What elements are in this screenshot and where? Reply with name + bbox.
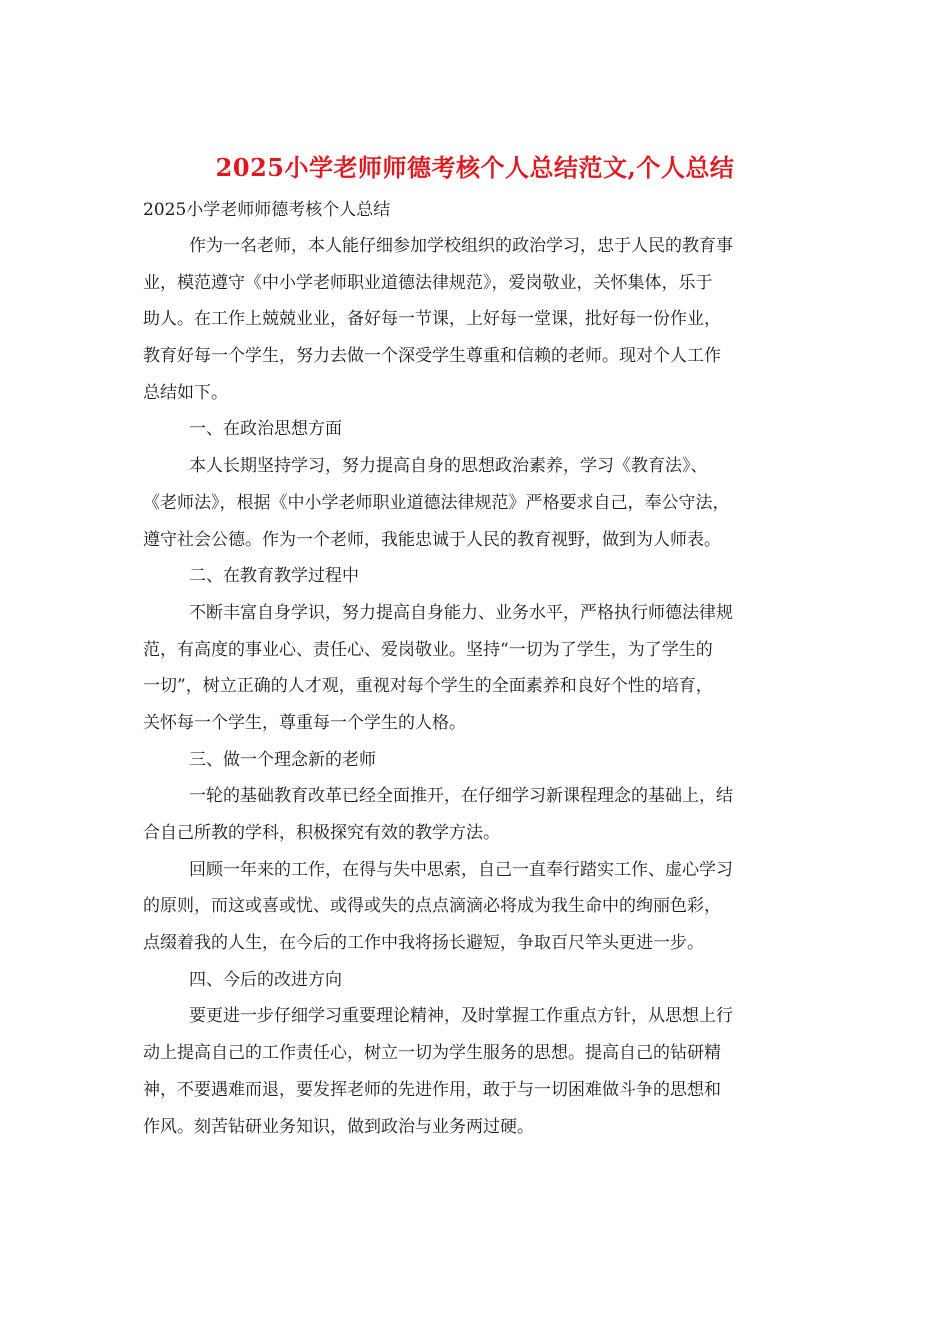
text-line: 回顾一年来的工作，在得与失中思索，自己一直奉行踏实工作、虚心学习 xyxy=(189,859,733,880)
paragraph-teaching xyxy=(143,599,805,746)
text-line: 助人。在工作上兢兢业业，备好每一节课，上好每一堂课，批好每一份作业， xyxy=(143,309,721,330)
paragraph-improvement xyxy=(143,1002,805,1149)
text-line: 遵守社会公德。作为一个老师，我能忠诚于人民的教育视野，做到为人师表。 xyxy=(143,529,721,550)
section-heading-1: 一、在政治思想方面 xyxy=(189,419,342,440)
text-line: 合自己所教的学科，积极探究有效的教学方法。 xyxy=(143,823,500,843)
paragraph-political xyxy=(143,452,805,562)
paragraph-intro xyxy=(143,232,805,415)
text-line: 作风。刻苦钻研业务知识，做到政治与业务两过硬。 xyxy=(143,1116,534,1137)
section-heading-2: 二、在教育教学过程中 xyxy=(189,566,359,587)
section-heading-3: 三、做一个理念新的老师 xyxy=(189,749,376,770)
text-line: 《老师法》，根据《中小学老师职业道德法律规范》严格要求自己，奉公守法， xyxy=(143,492,730,513)
text-line: 不断丰富自身学识，努力提高自身能力、业务水平，严格执行师德法律规 xyxy=(189,602,733,623)
section-heading-4: 四、今后的改进方向 xyxy=(189,969,342,990)
text-line: 范，有高度的事业心、责任心、爱岗敬业。坚持“一切为了学生，为了学生的 xyxy=(143,639,713,660)
text-line: 教育好每一个学生，努力去做一个深受学生尊重和信赖的老师。现对个人工作 xyxy=(143,346,721,367)
text-line: 的原则，而这或喜或忧、或得或失的点点滴滴必将成为我生命中的绚丽色彩， xyxy=(143,896,721,917)
text-line: 总结如下。 xyxy=(143,382,228,403)
document-body xyxy=(143,196,805,1149)
text-line: 动上提高自己的工作责任心，树立一切为学生服务的思想。提高自己的钻研精 xyxy=(143,1043,721,1064)
document-subtitle: 2025小学老师师德考核个人总结 xyxy=(143,200,391,220)
text-line: 业，模范遵守《中小学老师职业道德法律规范》，爱岗敬业，关怀集体，乐于 xyxy=(143,272,713,293)
text-line: 要更进一步仔细学习重要理论精神，及时掌握工作重点方针，从思想上行 xyxy=(189,1006,733,1027)
text-line: 一轮的基础教育改革已经全面推开，在仔细学习新课程理念的基础上，结 xyxy=(189,786,733,807)
text-line: 一切”，树立正确的人才观，重视对每个学生的全面素养和良好个性的培育， xyxy=(143,676,713,697)
document-title: 2025小学老师师德考核个人总结范文,个人总结 xyxy=(215,153,735,182)
text-line: 神，不要遇难而退，要发挥老师的先进作用，敢于与一切困难做斗争的思想和 xyxy=(143,1079,721,1100)
text-line: 作为一名老师，本人能仔细参加学校组织的政治学习，忠于人民的教育事 xyxy=(189,236,733,256)
text-line: 本人长期坚持学习，努力提高自身的思想政治素养，学习《教育法》、 xyxy=(189,456,708,477)
paragraph-review xyxy=(143,856,805,966)
text-line: 关怀每一个学生，尊重每一个学生的人格。 xyxy=(143,712,466,733)
paragraph-reform xyxy=(143,782,805,855)
text-line: 点缀着我的人生，在今后的工作中我将扬长避短，争取百尺竿头更进一步。 xyxy=(143,933,704,954)
